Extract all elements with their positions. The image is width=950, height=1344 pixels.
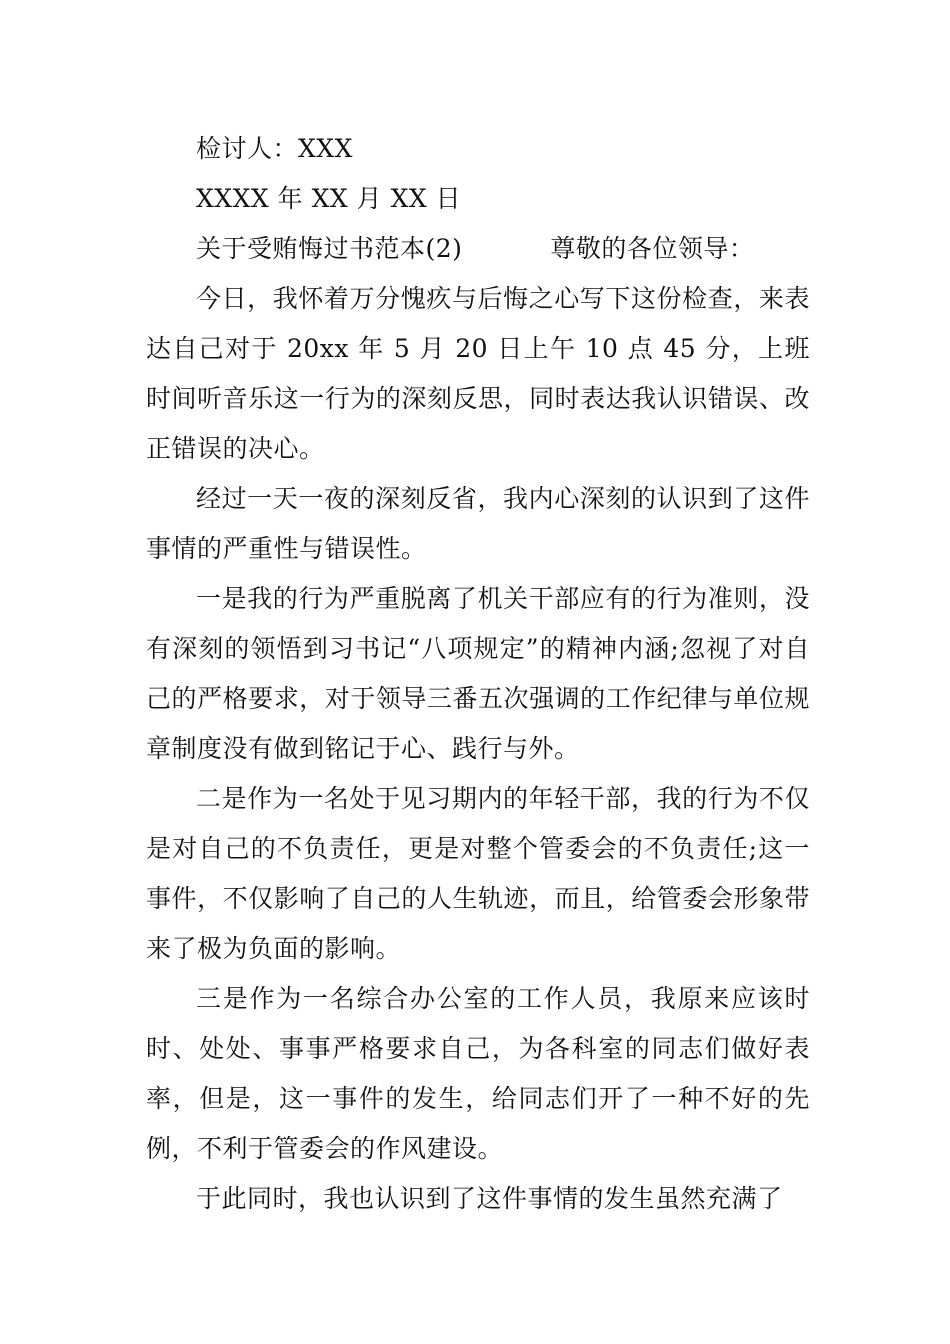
paragraph-3: 一是我的行为严重脱离了机关干部应有的行为准则，没有深刻的领悟到习书记“八项规定”的精神内涵;忽视了对自己的严格要求，对于领导三番五次强调的工作纪律与单位规章制度没有做到铭记于心、践行与外。 — [146, 584, 810, 763]
salutation: 尊敬的各位领导： — [550, 234, 755, 263]
title-line — [146, 224, 810, 274]
reviewer-line: 检讨人：XXX — [196, 134, 353, 163]
section-title: 关于受贿悔过书范本(2) — [196, 234, 463, 263]
paragraph-1: 今日，我怀着万分愧疚与后悔之心写下这份检查，来表达自己对于 20xx 年 5 月 20 日上午 10 点 45 分，上班时间听音乐这一行为的深刻反思，同时表达我认识错误、改正错误的决心。 — [146, 284, 810, 463]
paragraph-2: 经过一天一夜的深刻反省，我内心深刻的认识到了这件事情的严重性与错误性。 — [146, 484, 810, 563]
paragraph-4: 二是作为一名处于见习期内的年轻干部，我的行为不仅是对自己的不负责任，更是对整个管委会的不负责任;这一事件，不仅影响了自己的人生轨迹，而且，给管委会形象带来了极为负面的影响。 — [146, 784, 810, 963]
paragraph-5: 三是作为一名综合办公室的工作人员，我原来应该时时、处处、事事严格要求自己，为各科室的同志们做好表率，但是，这一事件的发生，给同志们开了一种不好的先例，不利于管委会的作风建设。 — [146, 984, 810, 1163]
paragraph-6: 于此同时，我也认识到了这件事情的发生虽然充满了 — [196, 1184, 783, 1213]
document-body — [146, 124, 810, 1224]
date-line: XXXX 年 XX 月 XX 日 — [196, 184, 462, 213]
